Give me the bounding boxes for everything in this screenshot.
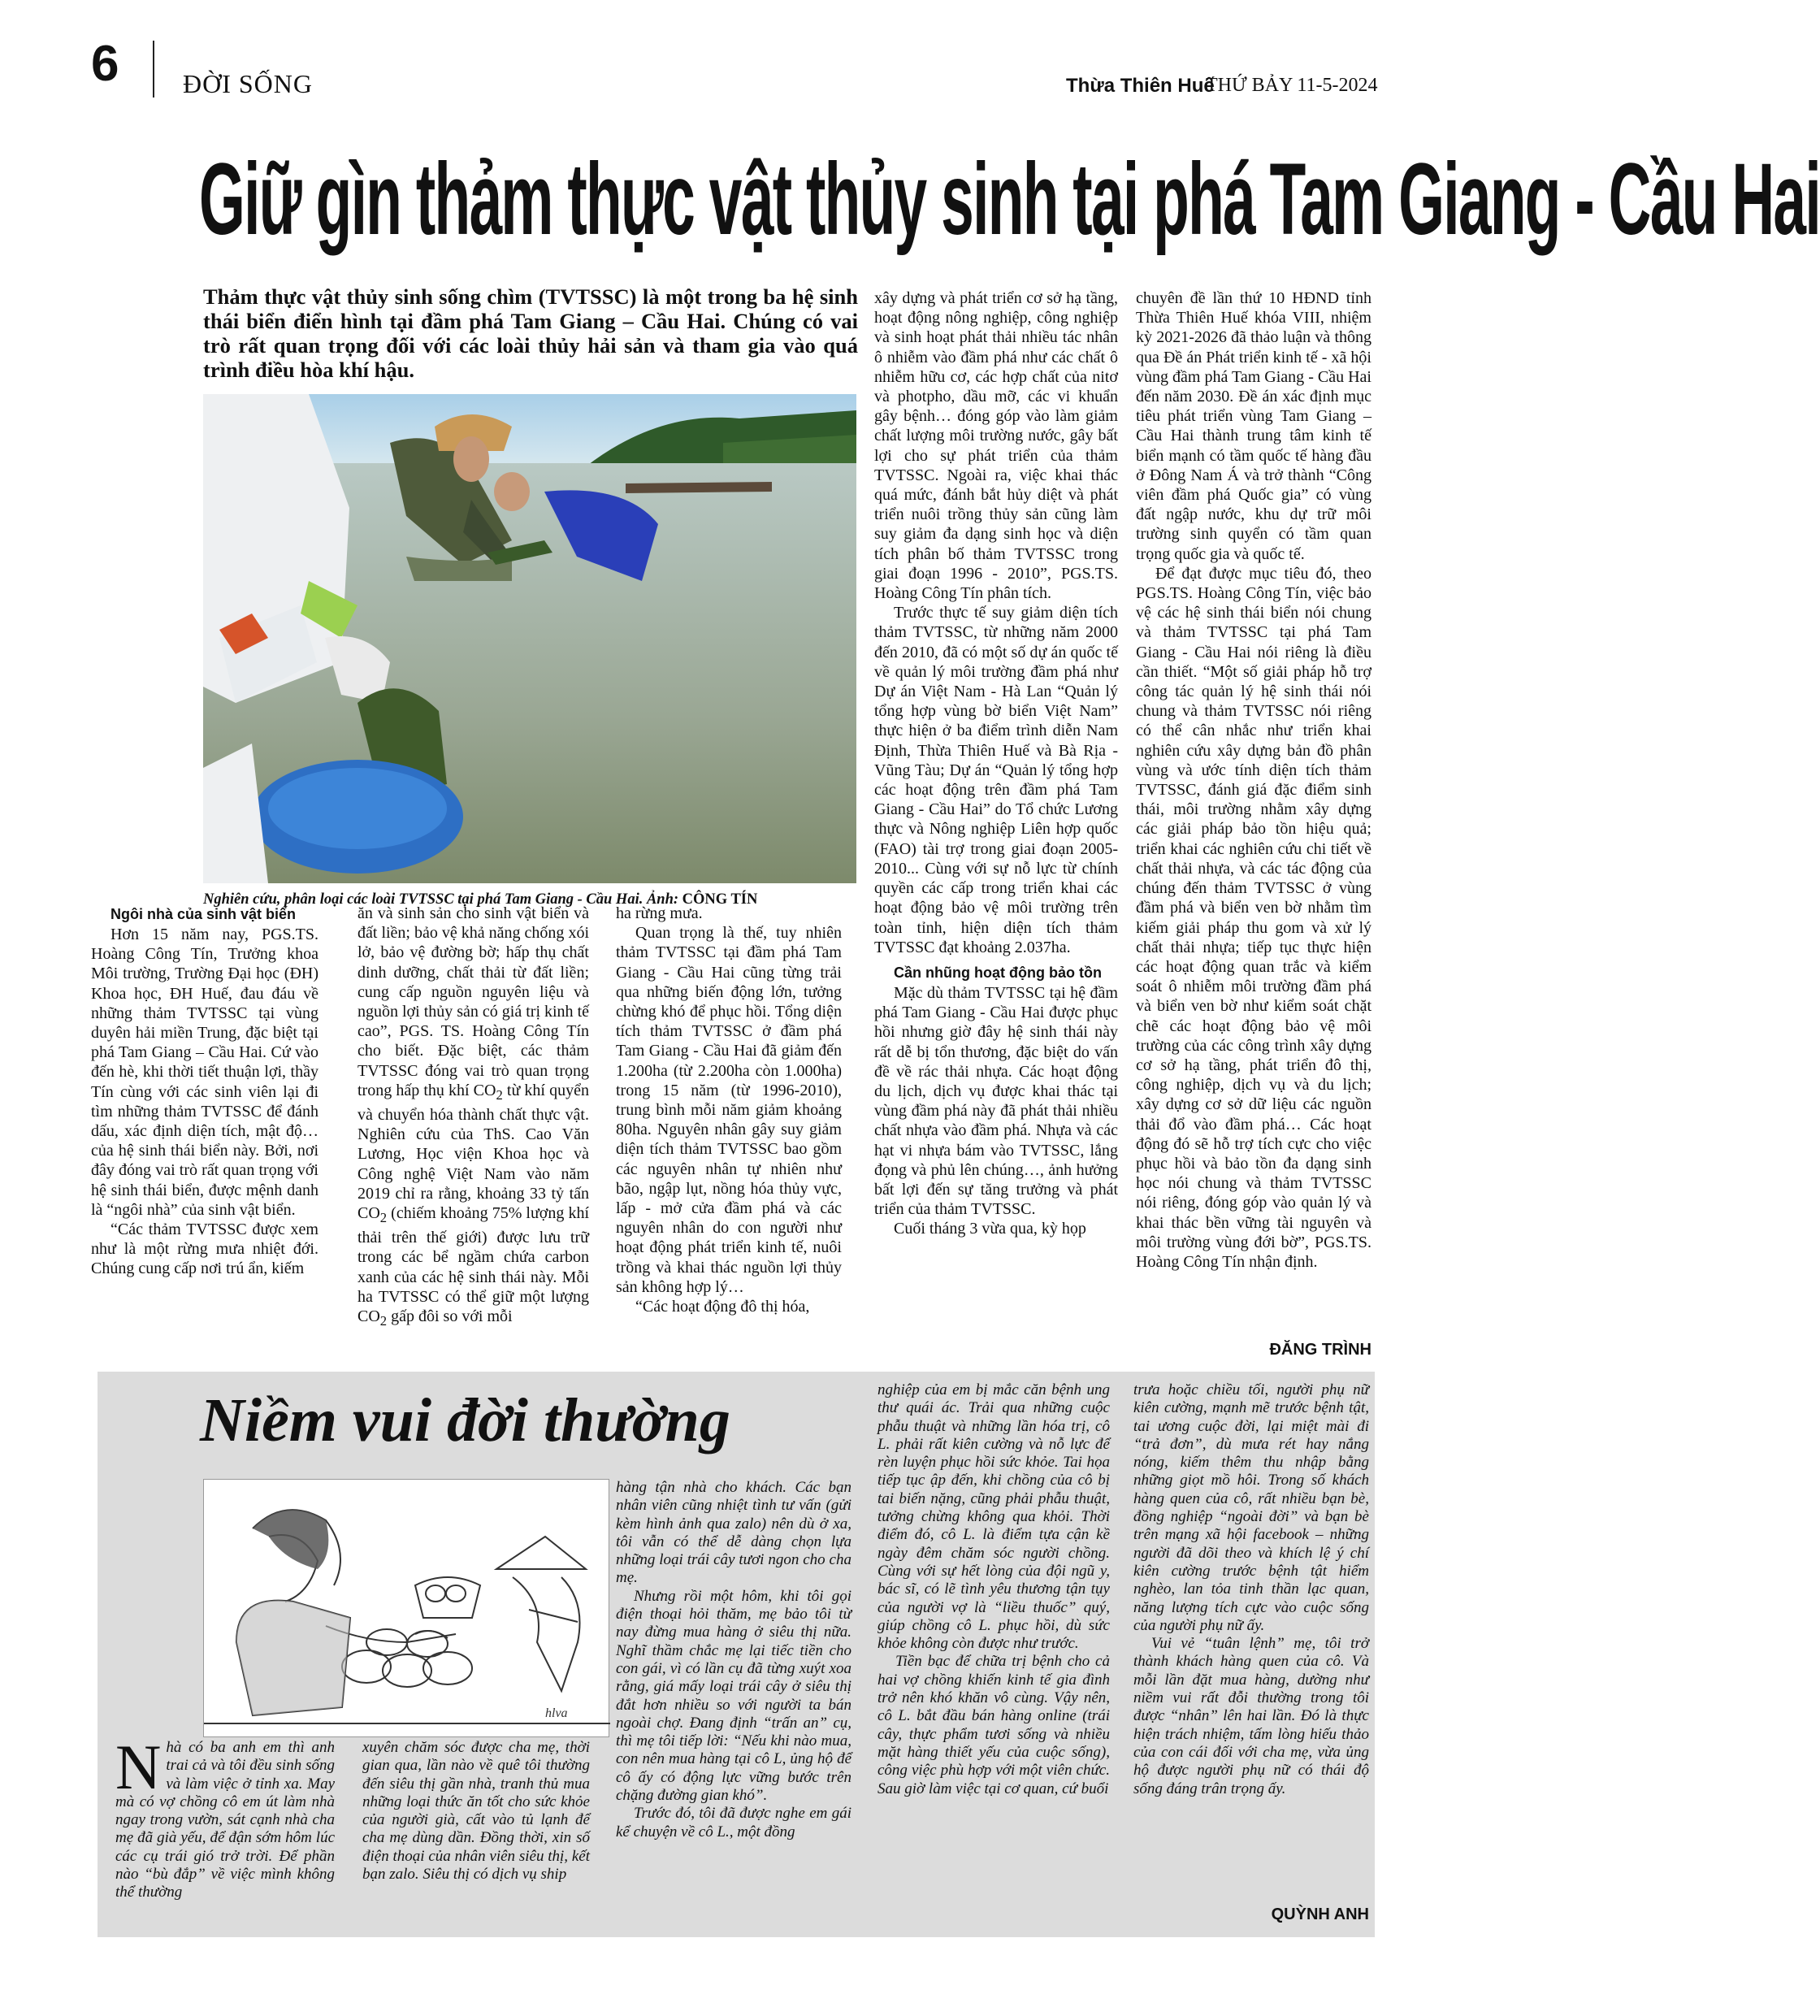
- feature-column-5: [1133, 1381, 1369, 1798]
- article-photo: [203, 394, 856, 883]
- feature-column-4: [878, 1381, 1110, 1798]
- paragraph: Trước thực tế suy giảm diện tích thảm TVTSSC, từ những năm 2000 đến 2010, đã có một số dự án quốc tế về quản lý môi trường đầm phá như Dự án Việt Nam - Hà Lan “Quản lý tổng hợp vùng bờ biển Việt Nam” thực hiện ở ba điểm trình diễn Nam Định, Thừa Thiên Huế và Bà Rịa - Vũng Tàu; Dự án “Quản lý tổng hợp các hoạt động trên đầm phá Tam Giang - Cầu Hai” do Tổ chức Lương thực và Nông nghiệp Liên hợp quốc (FAO) tài trợ trong giai đoạn 2005-2010... Cùng với sự nỗ lực từ chính quyền các cấp trong triển khai các hoạt động bảo vệ môi trường trên toàn tỉnh, hiện diện tích thảm TVTSSC đạt khoảng 2.037ha.: [874, 604, 1118, 956]
- text-run: hà có ba anh em thì anh trai cả và tôi đều sinh sống và làm việc ở tỉnh xa. May mà có vợ chồng cô em út làm nhà ngay trong vườn, sát cạnh nhà cha mẹ đã già yếu, để đận sớm hôm lúc các cụ trái gió trở trời. Để phần nào “bù đắp” về việc mình không thể thường: [115, 1739, 335, 1901]
- section-name: ĐỜI SỐNG: [183, 69, 313, 98]
- paragraph: Trước đó, tôi đã được nghe em gái kể chuyện về cô L., một đồng: [616, 1805, 852, 1840]
- newspaper-name: Thừa Thiên Huế: [1066, 75, 1215, 97]
- paragraph: ha rừng mưa.: [616, 904, 703, 922]
- feature-title: Niềm vui đời thường: [200, 1386, 730, 1455]
- subhead-sea-home: Ngôi nhà của sinh vật biển: [110, 906, 297, 922]
- caption-text: Nghiên cứu, phân loại các loài TVTSSC tại phá Tam Giang - Cầu Hai. Ảnh:: [203, 891, 679, 908]
- paragraph: nghiệp của em bị mắc căn bệnh ung thư quái ác. Trải qua những cuộc phẫu thuật và những lần hóa trị, cô L. phải rất kiên cường và nỗ lực để rèn luyện phục hồi sức khỏe. Tai họa tiếp tục ập đến, khi chồng của cô bị tai biến nặng, cũng phải phẫu thuật, tưởng chừng không qua khỏi. Thời điểm đó, cô L. là điểm tựa cận kề ngày đêm chăm sóc người chồng. Cùng với sự hết lòng của đội ngũ y, bác sĩ, có lẽ tình yêu thương tận tụy của người vợ là “liều thuốc” quý, giúp chồng cô L. phục hồi, dù sức khỏe không còn được như trước.: [878, 1381, 1110, 1653]
- drop-cap: N: [115, 1732, 162, 1802]
- paragraph: Để đạt được mục tiêu đó, theo PGS.TS. Hoàng Công Tín, việc bảo vệ các hệ sinh thái biển nói chung và thảm TVTSSC tại phá Tam Giang - Cầu Hai nói riêng là điều cần thiết. “Một số giải pháp hỗ trợ công tác quản lý hệ sinh thái nói chung và thảm TVTSSC nói riêng có thể cân nhắc như triển khai nghiên cứu xây dựng bản đồ phân vùng và ước tính diện tích thảm TVTSSC, đánh giá đặc điểm sinh thái, môi trường nhằm xây dựng các giải pháp bảo tồn hiệu quả; triển khai các nghiên cứu chi tiết về chất thải nhựa, và các tác động của chúng đến thảm TVTSSC ở vùng đầm phá và biển ven bờ nhằm tìm kiếm giải pháp thu gom và xử lý chất thải nhựa; tiếp tục thực hiện các hoạt động quan trắc và kiểm soát ô nhiễm môi trường đầm phá và biển ven bờ như kiểm soát chặt chẽ các hoạt động bảo vệ môi trường của các công trình xây dựng cơ sở hạ tầng, phát triển đô thị, công nghiệp, dịch vụ và du lịch; xây dựng cơ sở dữ liệu các nguồn thải đổ vào đầm phá… Các hoạt động đó sẽ hỗ trợ tích cực cho việc phục hồi và bảo tồn đa dạng sinh học nói chung và thảm TVTSSC nói riêng, đóng góp vào quản lý và khai thác bền vững tài nguyên và môi trường vùng đới bờ”, PGS.TS. Hoàng Công Tín nhận định.: [1136, 564, 1372, 1271]
- paragraph: chuyên đề lần thứ 10 HĐND tỉnh Thừa Thiên Huế khóa VIII, nhiệm kỳ 2021-2026 đã thảo luận và thông qua Đề án Phát triển kinh tế - xã hội vùng đầm phá Tam Giang - Cầu Hai đến năm 2030. Đề án xác định mục tiêu phát triển vùng Tam Giang – Cầu Hai thành trung tâm kinh tế biển mạnh có tầm quốc tế hàng đầu ở Đông Nam Á và trở thành “Công viên đầm phá Quốc gia” có vùng đất ngập nước, khu dự trữ môi trường sinh quyển có tầm quan trọng quốc gia và quốc tế.: [1136, 289, 1372, 563]
- photo-researchers-lagoon: [203, 394, 856, 883]
- text-run: gấp đôi so với mỗi: [387, 1307, 513, 1326]
- article-column-4: [874, 288, 1118, 1239]
- subscript: 2: [379, 1210, 388, 1226]
- paragraph: hàng tận nhà cho khách. Các bạn nhân viên cũng nhiệt tình tư vấn (gửi kèm hình ảnh qua zalo) nên dù ở xa, tôi vẫn có thể dễ dàng chọn lựa những loại trái cây tươi ngon cho cha mẹ.: [616, 1479, 852, 1587]
- header-divider: [153, 41, 154, 98]
- article-column-3: [616, 904, 842, 1316]
- feature-column-3: [616, 1479, 852, 1841]
- paragraph: “Các hoạt động đô thị hóa,: [635, 1298, 810, 1316]
- photo-credit: CÔNG TÍN: [682, 891, 758, 908]
- subscript: 2: [379, 1313, 388, 1329]
- paragraph: Mặc dù thảm TVTSSC tại hệ đầm phá Tam Giang - Cầu Hai được phục hồi nhưng giờ đây hệ sinh thái này rất dễ bị tổn thương, đặc biệt do vấn đề về rác thải nhựa. Các hoạt động du lịch, dịch vụ được khai thác tại vùng đầm phá này đã phát thải nhiều chất nhựa vào đầm phá. Nhựa và các hạt vi nhựa bám vào TVTSSC, lắng đọng và phủ lên chúng…, ảnh hưởng bất lợi đến sự tăng trưởng và phát triển của thảm TVTSSC.: [874, 983, 1118, 1219]
- paragraph: xuyên chăm sóc được cha mẹ, thời gian qua, lần nào về quê tôi thường đến siêu thị gần nhà, tranh thủ mua những loại thức ăn tốt cho sức khỏe của người già, cất vào tủ lạnh để cha mẹ dùng dần. Đồng thời, xin số điện thoại của nhân viên siêu thị, kết bạn zalo. Siêu thị có dịch vụ ship: [362, 1739, 590, 1884]
- paragraph: xây dựng và phát triển cơ sở hạ tầng, hoạt động nông nghiệp, công nghiệp và sinh hoạt phát thải nhiều tác nhân ô nhiễm vào đầm phá như các chất ô nhiễm hữu cơ, các hợp chất của nitơ và photpho, dầu mỡ, các vi khuẩn gây bệnh… đóng góp vào làm giảm chất lượng môi trường nước, gây bất lợi cho sự phát triển của thảm TVTSSC. Ngoài ra, việc khai thác quá mức, đánh bắt hủy diệt và phát triển nuôi trồng thủy sản cũng làm suy giảm đa dạng sinh học và diện tích phân bố thảm TVTSSC trong giai đoạn 1996 - 2010”, PGS.TS. Hoàng Công Tín phân tích.: [874, 289, 1118, 603]
- article-lead: Thảm thực vật thủy sinh sống chìm (TVTSSC) là một trong ba hệ sinh thái biển điển hình tại đầm phá Tam Giang – Cầu Hai. Chúng có vai trò rất quan trọng đối với các loài thủy hải sản và tham gia vào quá trình điều hòa khí hậu.: [203, 284, 858, 382]
- feature-illustration: [203, 1479, 609, 1737]
- article-column-5: [1136, 288, 1372, 1272]
- paragraph: Tiền bạc để chữa trị bệnh cho cả hai vợ chồng khiến kinh tế gia đình trở nên khó khăn vô cùng. Vậy nên, cô L. bắt đầu bán hàng online (trái cây, thực phẩm tươi sống và nhiều mặt hàng thiết yếu của cuộc sống), công việc phù hợp với một viên chức. Sau giờ làm việc tại cơ quan, cứ buổi: [878, 1653, 1110, 1797]
- feature-column-1: [115, 1732, 335, 1902]
- paragraph: [115, 1732, 335, 1902]
- illustration-market-drawing: [204, 1480, 610, 1738]
- paragraph: Nhưng rồi một hôm, khi tôi gọi điện thoại hỏi thăm, mẹ bảo tôi từ nay đừng mua hàng ở siêu thị nữa. Nghĩ thầm chắc mẹ lại tiếc tiền cho con gái, vì có lần cụ đã từng xuýt xoa rằng, giá mấy loại trái cây ở siêu thị đắt hơn nhiều so với người ta bán ngoài chợ. Đang định “trấn an” cụ, thì mẹ tôi tiếp lời: “Nếu khi nào mua, con nên mua hàng tại cô L, ủng hộ để cô ấy có động lực vững bước trên chặng đường gian khó”.: [616, 1587, 852, 1805]
- article-column-1: [91, 904, 318, 1279]
- paragraph: Hơn 15 năm nay, PGS.TS. Hoàng Công Tín, Trưởng khoa Môi trường, Trường Đại học (ĐH) Khoa học, ĐH Huế, đau đáu về những thảm TVTSSC tại vùng duyên hải miền Trung, đặc biệt tại phá Tam Giang – Cầu Hai. Cứ vào đến hè, khi thời tiết thuận lợi, thầy Tín cùng với các sinh viên lại đi tìm những thảm TVTSSC để đánh dấu, xác định diện tích, mật độ… của hệ sinh thái biển này. Bởi, nơi đây đóng vai trò rất quan trọng với hệ sinh thái biển, được mệnh danh là “ngôi nhà” của sinh vật biển.: [91, 926, 318, 1219]
- article-column-2: [358, 904, 589, 1331]
- issue-date: THỨ BẢY 11-5-2024: [1206, 75, 1378, 96]
- paragraph: Vui vẻ “tuân lệnh” mẹ, tôi trở thành khách hàng quen của cô. Và mỗi lần đặt mua hàng, dường như niềm vui rất đỗi thường trong tôi được “nhân” lên hai lần. Đó là thực hiện trách nhiệm, tấm lòng hiếu thảo của con cái đối với cha mẹ, vừa ủng hộ được người phụ nữ có thái độ sống đáng trân trọng ấy.: [1133, 1635, 1369, 1797]
- paragraph: Quan trọng là thế, tuy nhiên thảm TVTSSC tại đầm phá Tam Giang - Cầu Hai cũng từng trải qua những biến động lớn, tưởng chừng khó để phục hồi. Tổng diện tích thảm TVTSSC ở đầm phá Tam Giang - Cầu Hai đã giảm đến 1.200ha (từ 2.200ha còn 1.000ha) trong 15 năm (từ 1996-2010), trung bình mỗi năm giảm khoảng 80ha. Nguyên nhân gây suy giảm diện tích thảm TVTSSC bao gồm các nguyên nhân tự nhiên như bão, ngập lụt, nồng hóa thủy vực, lấp - mở cửa đầm phá và các nguyên nhân do con người như hoạt động phát triển kinh tế, nuôi trồng và khai thác nguồn lợi thủy sản không hợp lý…: [616, 924, 842, 1296]
- page-number: 6: [91, 36, 119, 92]
- feature-column-2: [362, 1739, 590, 1884]
- feature-author: QUỲNH ANH: [1271, 1905, 1369, 1923]
- text-run: (chiếm khoảng 75% lượng khí thải trên thế giới) được lưu trữ trong các bể ngầm chứa carbon xanh của các hệ sinh thái này. Mỗi ha TVTSSC có thể giữ một lượng CO: [358, 1204, 589, 1326]
- article-headline: [199, 130, 1820, 276]
- paragraph: “Các thảm TVTSSC được xem như là một rừng mưa nhiệt đới. Chúng cung cấp nơi trú ẩn, kiếm: [91, 1220, 318, 1278]
- paragraph: Cuối tháng 3 vừa qua, kỳ họp: [894, 1220, 1086, 1238]
- text-run: ăn và sinh sản cho sinh vật biển và đất liền; bảo vệ khả năng chống xói lở, bảo vệ đường bờ; hấp thụ chất dinh dưỡng, chất thải từ đất liền; cung cấp nguồn nguyên liệu và nguồn lợi thủy sản có giá trị kinh tế cao”, PGS. TS. Hoàng Công Tín cho biết. Đặc biệt, các thảm TVTSSC đóng vai trò quan trọng trong hấp thụ khí CO: [358, 904, 589, 1099]
- illustrator-signature: hlva: [545, 1706, 568, 1720]
- headline-text: Giữ gìn thảm thực vật thủy sinh tại phá Tam Giang - Cầu Hai: [199, 141, 1820, 256]
- paragraph: trưa hoặc chiều tối, người phụ nữ kiên cường, mạnh mẽ trước bệnh tật, tai ương cuộc đời, lại miệt mài đi “trả đơn”, dù mưa rét hay nắng nóng, kiếm thêm thu nhập bằng những giọt mồ hôi. Trong số khách hàng quen của cô, rất nhiều bạn bè, đồng nghiệp “ngoài đời” và bạn bè trên mạng xã hội facebook – những người đã dõi theo và khích lệ ý chí kiên cường trước bệnh tật hiểm nghèo, lan tỏa tinh thần lạc quan, năng lượng tích cực vào cuộc sống của người phụ nữ ấy.: [1133, 1381, 1369, 1634]
- subhead-conservation: Cần nhũng hoạt động bảo tồn: [894, 964, 1102, 981]
- paragraph: [358, 904, 589, 1331]
- subscript: 2: [496, 1086, 503, 1103]
- article-author: ĐĂNG TRÌNH: [1269, 1341, 1372, 1359]
- text-run: từ khí quyển và chuyển hóa thành chất thực vật. Nghiên cứu của ThS. Cao Văn Lương, Học viện Khoa học và Công nghệ Việt Nam vào năm 2019 chỉ ra rằng, khoảng 33 tỷ tấn CO: [358, 1081, 589, 1223]
